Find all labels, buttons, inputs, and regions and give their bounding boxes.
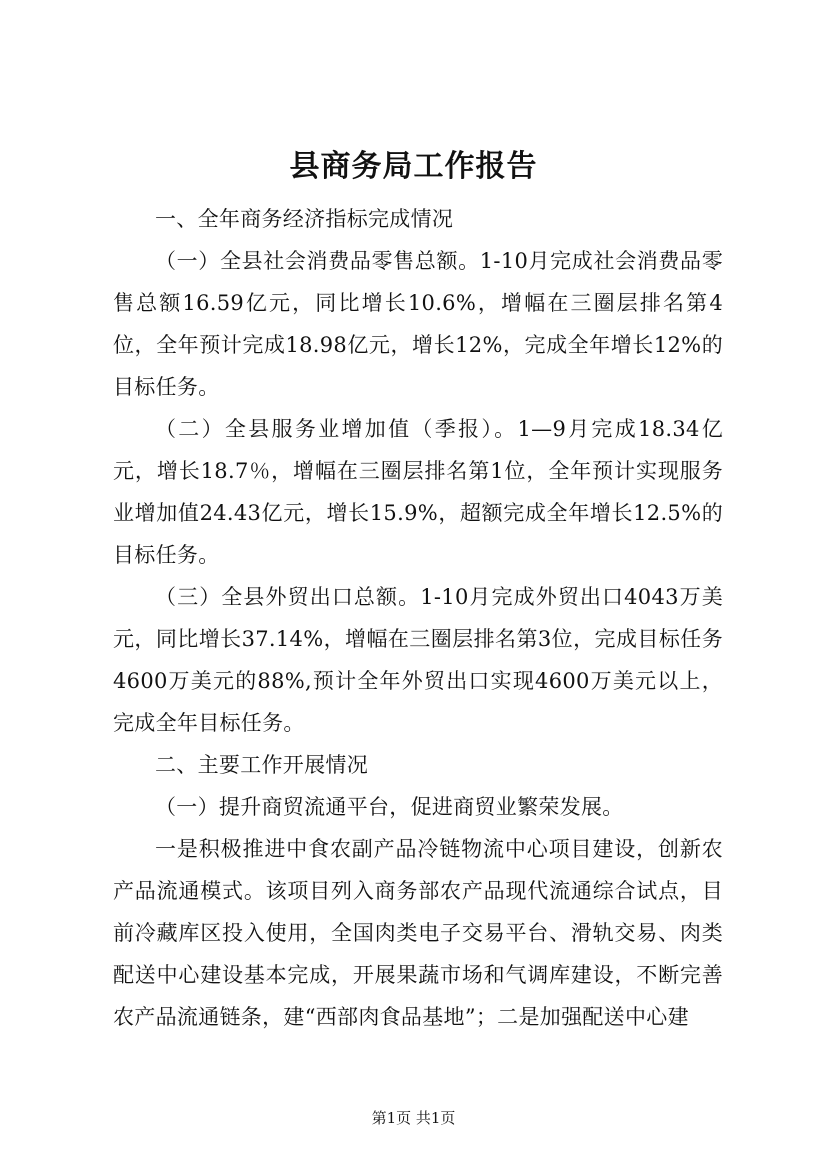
page-title: 县商务局工作报告 [289,149,538,184]
section-heading-1: 一、全年商务经济指标完成情况 [155,207,454,231]
paragraph-retail-sales: （一）全县社会消费品零售总额。1-10月完成社会消费品零售总额16.59亿元，同比增长10.6%，增幅在三圈层排名第4位，全年预计完成18.98亿元，增长12%，完成全年增长12%的目标任务。 [113,249,723,399]
document-body [113,198,723,1038]
section-heading-2: 二、主要工作开展情况 [155,753,368,777]
paragraph-service-industry: （二）全县服务业增加值（季报）。1—9月完成18.34亿元，增长18.7％，增幅在三圈层排名第1位，全年预计实现服务业增加值24.43亿元，增长15.9%，超额完成全年增长12.5%的目标任务。 [113,417,723,567]
paragraph-foreign-trade: （三）全县外贸出口总额。1-10月完成外贸出口4043万美元，同比增长37.14%，增幅在三圈层排名第3位，完成目标任务4600万美元的88%,预计全年外贸出口实现4600万美元以上，完成全年目标任务。 [113,585,723,735]
subsection-heading-1: （一）提升商贸流通平台，促进商贸业繁荣发展。 [155,795,624,819]
page-footer: 第1页 共1页 [371,1109,456,1127]
paragraph-cold-chain: 一是积极推进中食农副产品冷链物流中心项目建设，创新农产品流通模式。该项目列入商务部农产品现代流通综合试点，目前冷藏库区投入使用，全国肉类电子交易平台、滑轨交易、肉类配送中心建设基本完成，开展果蔬市场和气调库建设，不断完善农产品流通链条，建“西部肉食品基地”；二是加强配送中心建 [113,837,723,1029]
